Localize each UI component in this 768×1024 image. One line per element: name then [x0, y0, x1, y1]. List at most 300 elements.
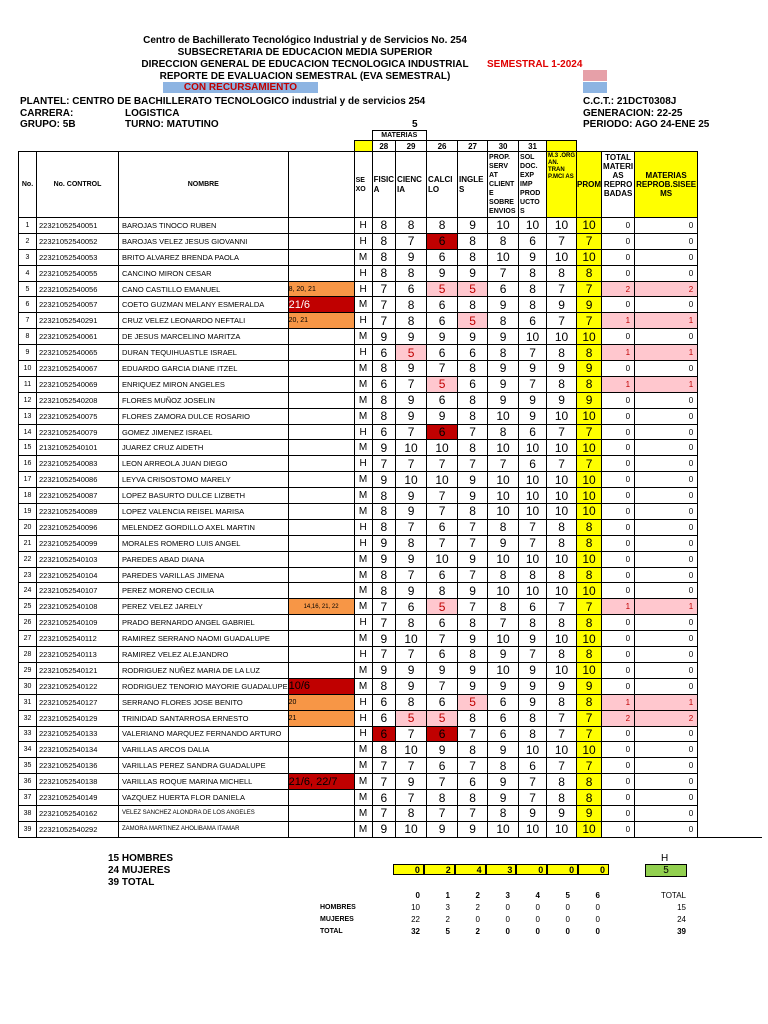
student-name: VARILLAS ROQUE MARINA MICHELL [119, 774, 289, 790]
recursamiento-note: 8, 20, 21 [288, 281, 354, 297]
total-reprobadas: 0 [602, 551, 635, 567]
table-row [19, 361, 762, 377]
table-row [19, 551, 762, 567]
row-number: 16 [19, 456, 37, 472]
reprobadas-siseems: 1 [635, 313, 698, 329]
grade: 7 [458, 805, 488, 821]
grade: 9 [458, 551, 488, 567]
stats-value: 5 [445, 926, 450, 936]
stats-value: 0 [595, 926, 600, 936]
sex: M [354, 440, 372, 456]
grade: 6 [372, 424, 395, 440]
sex: H [354, 519, 372, 535]
grade: 9 [372, 631, 395, 647]
control-number: 22321052540099 [37, 535, 119, 551]
grade: 10 [488, 408, 519, 424]
grade: 7 [519, 774, 547, 790]
total-reprobadas: 1 [602, 345, 635, 361]
grade: 10 [547, 218, 577, 234]
total-reprobadas: 0 [602, 821, 635, 837]
table-row [19, 218, 762, 234]
grade: 8 [458, 615, 488, 631]
recursamiento-note [288, 472, 354, 488]
total-reprobadas: 0 [602, 329, 635, 345]
grade: 9 [396, 329, 427, 345]
student-name: CRUZ VELEZ LEONARDO NEFTALI [119, 313, 289, 329]
grade: 8 [372, 218, 395, 234]
grade: 9 [488, 329, 519, 345]
total-reprobadas: 0 [602, 504, 635, 520]
grade: 8 [372, 361, 395, 377]
code-empty-cell [577, 141, 602, 152]
table-row [19, 488, 762, 504]
grade: 6 [427, 567, 458, 583]
grade: 6 [488, 694, 519, 710]
row-number: 29 [19, 662, 37, 678]
grade: 7 [519, 345, 547, 361]
average: 10 [577, 742, 602, 758]
average: 8 [577, 774, 602, 790]
grade: 5 [396, 345, 427, 361]
grade: 8 [396, 805, 427, 821]
grade: 9 [458, 662, 488, 678]
grade: 10 [396, 821, 427, 837]
student-name: RAMIREZ VELEZ ALEJANDRO [119, 647, 289, 663]
grade: 9 [372, 535, 395, 551]
table-row [19, 376, 762, 392]
total-count: 39 TOTAL [108, 877, 155, 888]
recursamiento-note [288, 805, 354, 821]
table-row [19, 710, 762, 726]
plantel: PLANTEL: CENTRO DE BACHILLERATO TECNOLOGICO industrial y de servicios 254 [20, 96, 426, 107]
report-title: REPORTE DE EVALUACION SEMESTRAL (EVA SEMESTRAL) [159, 71, 451, 82]
row-number: 3 [19, 249, 37, 265]
grade: 8 [372, 678, 395, 694]
grade: 6 [458, 774, 488, 790]
control-number: 22321052540065 [37, 345, 119, 361]
reprobadas-siseems: 0 [635, 361, 698, 377]
grade: 9 [458, 218, 488, 234]
average: 9 [577, 361, 602, 377]
row-number: 39 [19, 821, 37, 837]
grade: 7 [396, 424, 427, 440]
average: 10 [577, 408, 602, 424]
grade: 9 [396, 774, 427, 790]
average: 8 [577, 790, 602, 806]
total-reprobadas: 0 [602, 440, 635, 456]
semester-label: SEMESTRAL 1-2024 [487, 59, 583, 70]
sex: H [354, 647, 372, 663]
stats-row-total: 24 [677, 914, 686, 924]
average: 8 [577, 519, 602, 535]
row-number: 22 [19, 551, 37, 567]
grade: 5 [427, 281, 458, 297]
col-sexo: SE XO [354, 152, 372, 218]
grade: 7 [372, 758, 395, 774]
reprobadas-siseems: 0 [635, 678, 698, 694]
average: 8 [577, 535, 602, 551]
grade: 8 [372, 249, 395, 265]
grade: 5 [458, 313, 488, 329]
recursamiento-note [288, 265, 354, 281]
row-number: 37 [19, 790, 37, 806]
sex: M [354, 297, 372, 313]
control-number: 22321052540083 [37, 456, 119, 472]
grade: 7 [372, 599, 395, 615]
grade: 10 [427, 472, 458, 488]
recursamiento-note [288, 392, 354, 408]
stats-row-total: 39 [677, 926, 686, 936]
grade: 8 [488, 599, 519, 615]
table-row [19, 440, 762, 456]
grade: 8 [372, 392, 395, 408]
reprobadas-siseems: 0 [635, 583, 698, 599]
average: 7 [577, 726, 602, 742]
reprobadas-siseems: 1 [635, 694, 698, 710]
materias-yellow-cell [354, 141, 372, 152]
sex: M [354, 408, 372, 424]
reprobadas-siseems: 0 [635, 249, 698, 265]
grade: 10 [519, 440, 547, 456]
grade: 10 [519, 329, 547, 345]
stats-row [320, 925, 686, 937]
stats-value: 3 [445, 902, 450, 912]
sex: M [354, 805, 372, 821]
grade: 8 [519, 297, 547, 313]
average: 9 [577, 678, 602, 694]
grade: 8 [547, 774, 577, 790]
recursamiento-note [288, 376, 354, 392]
grade: 7 [519, 790, 547, 806]
grade: 7 [547, 233, 577, 249]
total-reprobadas: 0 [602, 472, 635, 488]
row-number: 20 [19, 519, 37, 535]
grade: 5 [427, 710, 458, 726]
grade: 8 [519, 281, 547, 297]
col-prom: PROM [577, 152, 602, 218]
grade: 7 [372, 615, 395, 631]
grade: 7 [396, 726, 427, 742]
total-reprobadas: 0 [602, 567, 635, 583]
grade: 7 [488, 456, 519, 472]
grade: 7 [427, 504, 458, 520]
stats-value: 2 [445, 914, 450, 924]
average: 9 [577, 805, 602, 821]
grade: 7 [519, 376, 547, 392]
grade: 7 [427, 456, 458, 472]
grade: 10 [427, 551, 458, 567]
grade: 8 [547, 615, 577, 631]
sex: M [354, 376, 372, 392]
row-number: 19 [19, 504, 37, 520]
recursamiento-note [288, 488, 354, 504]
grade: 6 [372, 694, 395, 710]
table-row [19, 519, 762, 535]
recursamiento-label: CON RECURSAMIENTO [163, 82, 318, 93]
average: 10 [577, 472, 602, 488]
row-number: 38 [19, 805, 37, 821]
grade: 9 [372, 329, 395, 345]
grade: 9 [396, 583, 427, 599]
student-name: LEON ARREOLA JUAN DIEGO [119, 456, 289, 472]
grade: 7 [519, 519, 547, 535]
grade: 6 [519, 424, 547, 440]
grade: 10 [519, 551, 547, 567]
average: 8 [577, 345, 602, 361]
total-reprobadas: 0 [602, 408, 635, 424]
grade: 7 [458, 519, 488, 535]
reprobadas-siseems: 0 [635, 329, 698, 345]
subsecretaria: SUBSECRETARIA DE EDUCACION MEDIA SUPERIOR [177, 47, 433, 58]
grade: 9 [488, 678, 519, 694]
grade: 10 [396, 742, 427, 758]
sex: M [354, 742, 372, 758]
grade: 6 [427, 647, 458, 663]
grade: 5 [458, 281, 488, 297]
row-number: 34 [19, 742, 37, 758]
total-reprobadas: 0 [602, 392, 635, 408]
control-number: 22321052540149 [37, 790, 119, 806]
control-number: 22321052540292 [37, 821, 119, 837]
table-row [19, 615, 762, 631]
grade: 10 [519, 504, 547, 520]
stats-value: 0 [565, 926, 570, 936]
average: 9 [577, 392, 602, 408]
control-number: 22321052540057 [37, 297, 119, 313]
control-number: 22321052540096 [37, 519, 119, 535]
grade: 10 [427, 440, 458, 456]
student-name: COETO GUZMAN MELANY ESMERALDA [119, 297, 289, 313]
reprob-count: 0 [578, 864, 609, 875]
reprobadas-siseems: 0 [635, 504, 698, 520]
total-reprobadas: 0 [602, 249, 635, 265]
grade: 10 [547, 472, 577, 488]
sex: M [354, 488, 372, 504]
average: 8 [577, 694, 602, 710]
grade: 8 [488, 313, 519, 329]
reprobadas-siseems: 0 [635, 615, 698, 631]
grade: 6 [427, 519, 458, 535]
recursamiento-note: 10/6 [288, 678, 354, 694]
grade: 6 [488, 710, 519, 726]
stats-header: 4 [535, 890, 540, 900]
total-reprobadas: 0 [602, 424, 635, 440]
grade: 9 [488, 790, 519, 806]
reprob-count: 2 [424, 864, 455, 875]
grade: 9 [488, 647, 519, 663]
reprobadas-siseems: 0 [635, 424, 698, 440]
grade: 7 [547, 281, 577, 297]
grade: 8 [488, 567, 519, 583]
row-number: 28 [19, 647, 37, 663]
recursamiento-note [288, 519, 354, 535]
grade: 10 [547, 408, 577, 424]
grade: 10 [488, 218, 519, 234]
subject-header: CIENC IA [396, 152, 427, 218]
total-reprobadas: 0 [602, 774, 635, 790]
h-label: H [661, 853, 669, 864]
grade: 6 [372, 726, 395, 742]
student-name: DE JESUS MARCELINO MARITZA [119, 329, 289, 345]
total-reprobadas: 0 [602, 678, 635, 694]
grade: 9 [427, 662, 458, 678]
average: 10 [577, 631, 602, 647]
student-name: BAROJAS TINOCO RUBEN [119, 218, 289, 234]
grade: 10 [547, 662, 577, 678]
total-reprobadas: 0 [602, 233, 635, 249]
direccion-general: DIRECCION GENERAL DE EDUCACION TECNOLOGICA INDUSTRIAL [141, 59, 469, 70]
row-number: 25 [19, 599, 37, 615]
total-reprobadas: 1 [602, 376, 635, 392]
control-number: 22321052540291 [37, 313, 119, 329]
row-number: 14 [19, 424, 37, 440]
grade: 9 [427, 821, 458, 837]
average: 9 [577, 297, 602, 313]
sex: H [354, 233, 372, 249]
table-row [19, 392, 762, 408]
stats-value: 0 [535, 926, 540, 936]
student-name: VAZQUEZ HUERTA FLOR DANIELA [119, 790, 289, 806]
grade: 7 [427, 678, 458, 694]
grade: 7 [458, 726, 488, 742]
grade: 6 [372, 376, 395, 392]
grade: 9 [519, 678, 547, 694]
table-row [19, 345, 762, 361]
student-name: GOMEZ JIMENEZ ISRAEL [119, 424, 289, 440]
recursamiento-note: 21/6 [288, 297, 354, 313]
student-name: FLORES MUÑOZ JOSELIN [119, 392, 289, 408]
stats-header: 5 [565, 890, 570, 900]
grade: 7 [488, 265, 519, 281]
col-total: TOTAL MATERI AS REPRO BADAS [602, 152, 635, 218]
grade: 9 [396, 678, 427, 694]
table-row [19, 647, 762, 663]
grade: 6 [519, 233, 547, 249]
grade: 8 [547, 535, 577, 551]
grade: 10 [488, 440, 519, 456]
reprobadas-siseems: 0 [635, 742, 698, 758]
reprobadas-siseems: 0 [635, 519, 698, 535]
table-row [19, 662, 762, 678]
student-name: DURAN TEQUIHUASTLE ISRAEL [119, 345, 289, 361]
grade: 8 [396, 297, 427, 313]
grade: 5 [396, 710, 427, 726]
table-row [19, 456, 762, 472]
stats-row-label: MUJERES [320, 915, 354, 923]
grade: 9 [458, 265, 488, 281]
total-reprobadas: 0 [602, 742, 635, 758]
reprobadas-siseems: 0 [635, 440, 698, 456]
code-empty-cell [635, 141, 698, 152]
grade: 10 [488, 249, 519, 265]
table-row [19, 805, 762, 821]
grade: 8 [372, 504, 395, 520]
grade: 6 [427, 694, 458, 710]
stats-header: 6 [595, 890, 600, 900]
grade: 10 [396, 440, 427, 456]
table-row [19, 758, 762, 774]
grade: 8 [547, 647, 577, 663]
grade: 6 [427, 726, 458, 742]
average: 10 [577, 329, 602, 345]
grade: 9 [488, 774, 519, 790]
student-name: MELENDEZ GORDILLO AXEL MARTIN [119, 519, 289, 535]
total-reprobadas: 0 [602, 297, 635, 313]
grade: 8 [458, 249, 488, 265]
blue-legend-box [583, 82, 607, 93]
grade: 8 [458, 790, 488, 806]
row-number: 26 [19, 615, 37, 631]
grade: 9 [396, 392, 427, 408]
grade: 7 [458, 424, 488, 440]
reprob-count: 4 [455, 864, 486, 875]
stats-value: 0 [505, 902, 510, 912]
grade: 9 [488, 535, 519, 551]
reprobadas-siseems: 0 [635, 488, 698, 504]
recursamiento-note [288, 631, 354, 647]
grade: 10 [488, 631, 519, 647]
reprobadas-siseems: 2 [635, 710, 698, 726]
grade: 9 [372, 551, 395, 567]
grade: 9 [488, 392, 519, 408]
reprobadas-siseems: 0 [635, 662, 698, 678]
reprob-count: 3 [486, 864, 517, 875]
total-reprobadas: 0 [602, 583, 635, 599]
grade: 7 [396, 519, 427, 535]
reprobadas-siseems: 0 [635, 218, 698, 234]
grade: 7 [458, 535, 488, 551]
total-reprobadas: 0 [602, 488, 635, 504]
subject-code: 29 [396, 141, 427, 152]
stats-row [320, 913, 686, 925]
subject-header: INGLE S [458, 152, 488, 218]
subject-code: 26 [427, 141, 458, 152]
grade: 10 [488, 821, 519, 837]
grade: 7 [427, 805, 458, 821]
control-number: 22321052540053 [37, 249, 119, 265]
control-number: 22321052540127 [37, 694, 119, 710]
grade: 6 [427, 233, 458, 249]
recursamiento-note [288, 233, 354, 249]
grade: 9 [458, 329, 488, 345]
grade: 10 [547, 631, 577, 647]
student-name: LOPEZ BASURTO DULCE LIZBETH [119, 488, 289, 504]
grade: 7 [372, 297, 395, 313]
sex: M [354, 472, 372, 488]
row-number: 17 [19, 472, 37, 488]
recursamiento-note [288, 615, 354, 631]
grade: 8 [547, 694, 577, 710]
grade: 10 [547, 821, 577, 837]
student-name: RODRIGUEZ NUÑEZ MARIA DE LA LUZ [119, 662, 289, 678]
table-row [19, 472, 762, 488]
recursamiento-note [288, 361, 354, 377]
row-number: 30 [19, 678, 37, 694]
grade: 8 [396, 535, 427, 551]
grade: 10 [396, 631, 427, 647]
stats-table [320, 889, 686, 937]
total-reprobadas: 0 [602, 726, 635, 742]
grade: 9 [458, 583, 488, 599]
row-number: 2 [19, 233, 37, 249]
sex: M [354, 361, 372, 377]
reprobadas-siseems: 0 [635, 631, 698, 647]
sex: H [354, 694, 372, 710]
subject-code: 28 [372, 141, 395, 152]
grade: 9 [519, 805, 547, 821]
grade: 9 [519, 662, 547, 678]
hombres-count: 15 HOMBRES [108, 853, 174, 864]
